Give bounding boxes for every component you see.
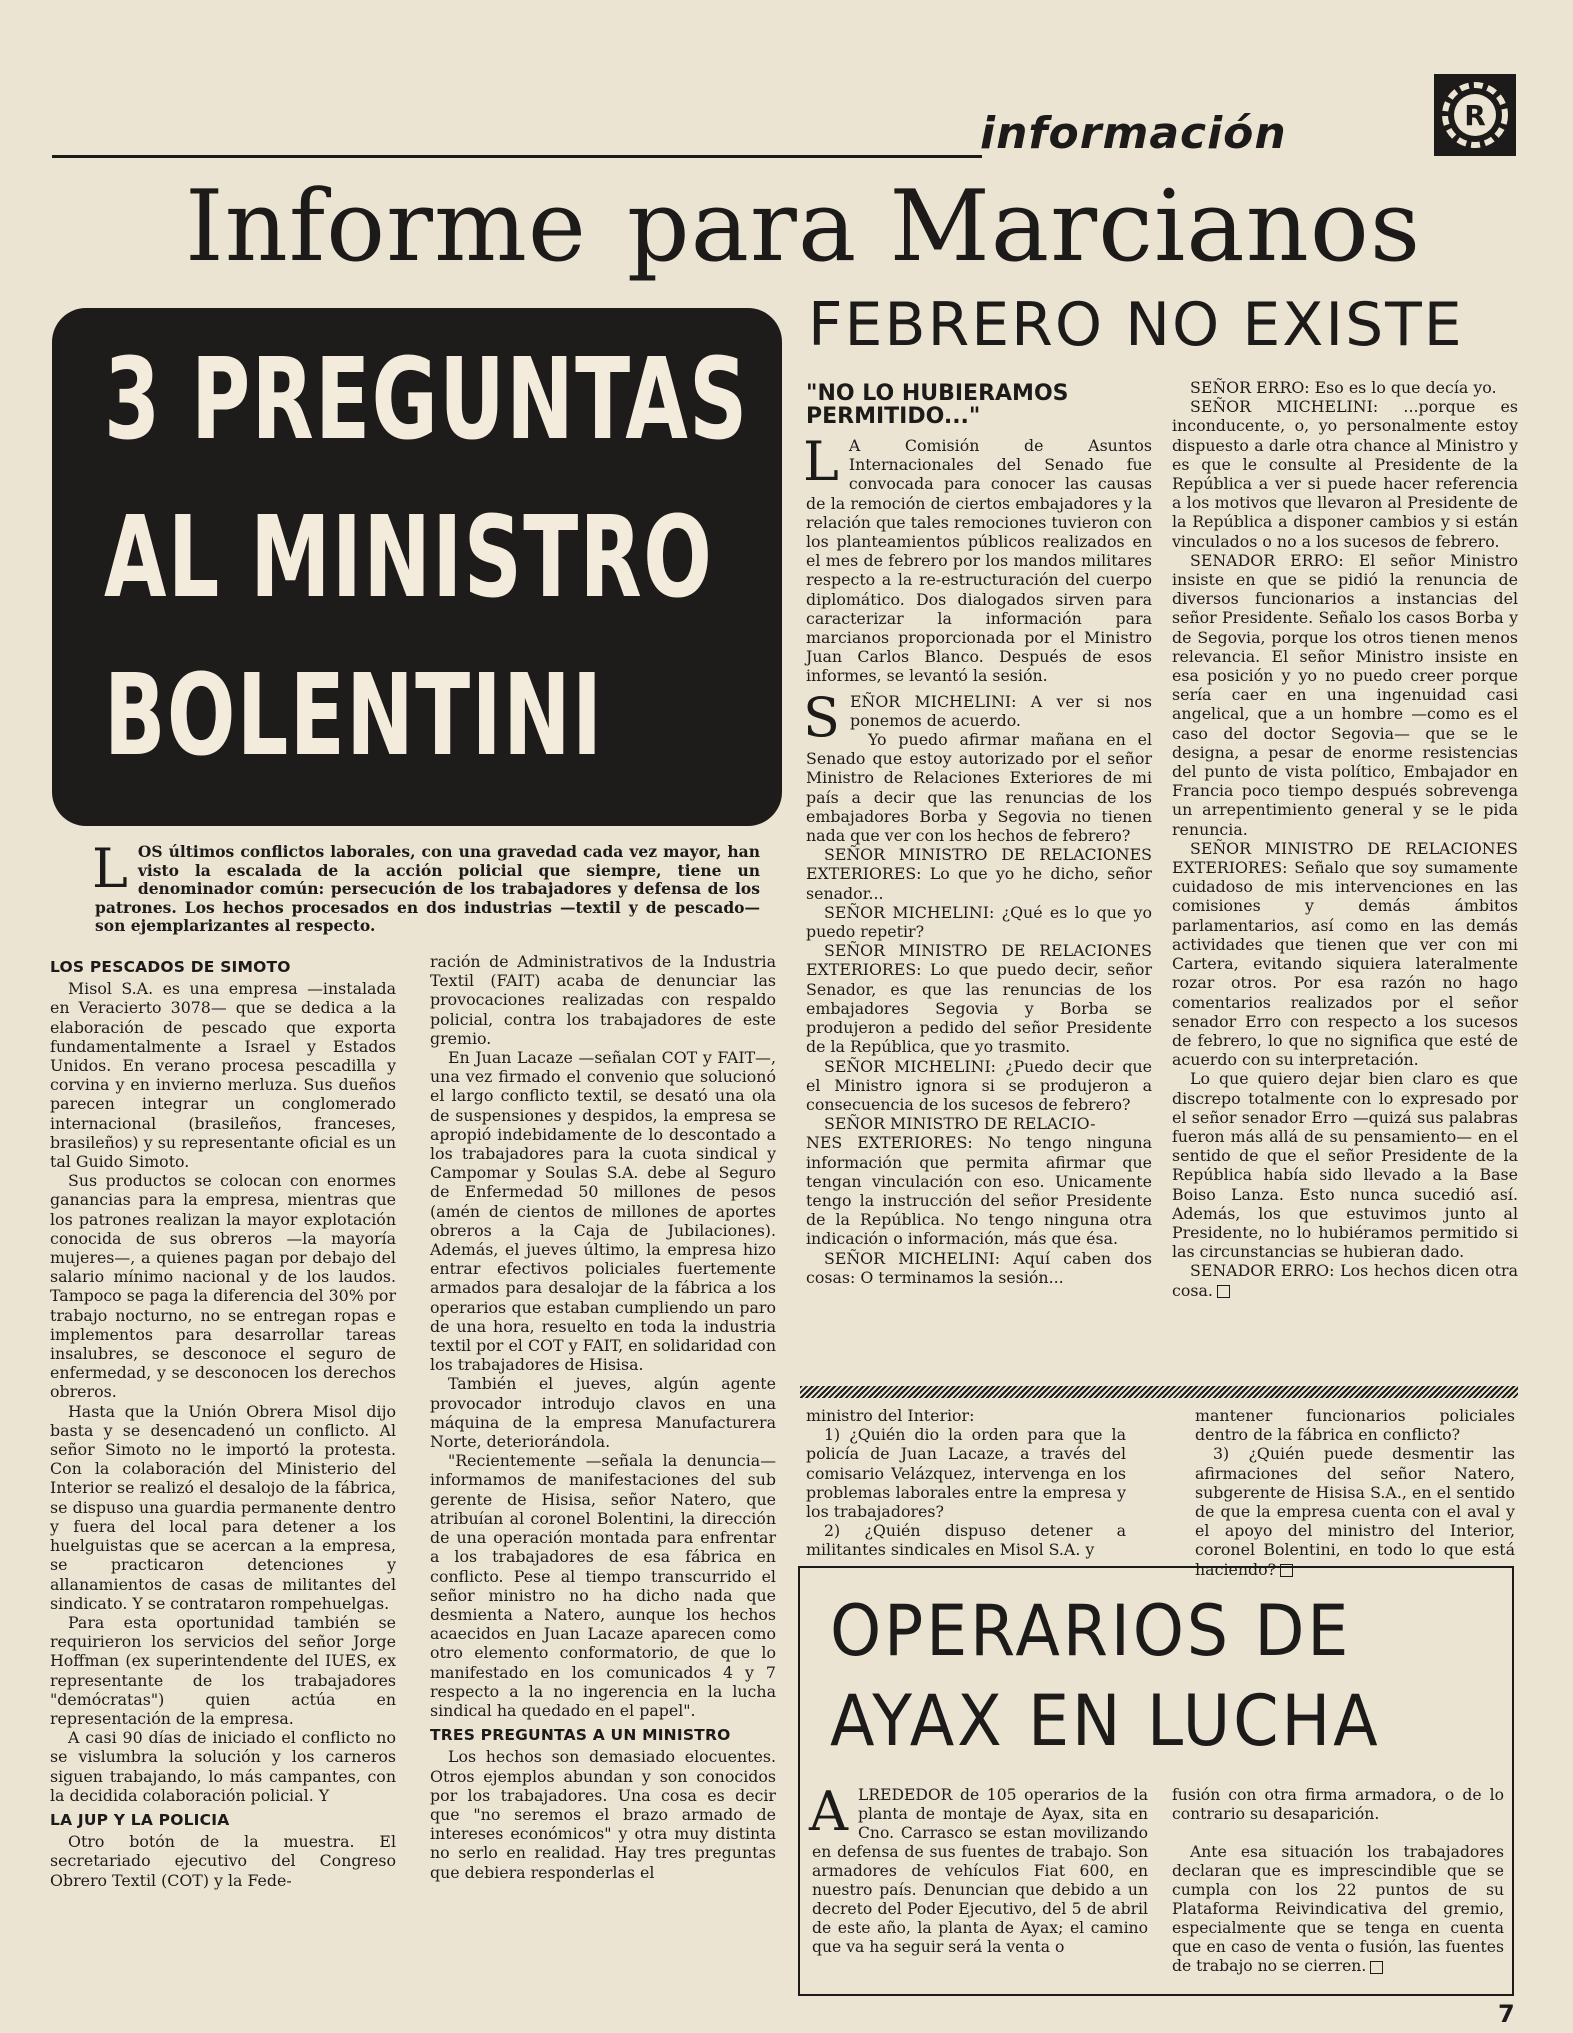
paragraph: fusión con otra firma armadora, o de lo contrario su desaparición. — [1172, 1786, 1504, 1823]
dialog-line: NES EXTERIORES: No tengo ninguna información que permita afirmar que tengan vinculación con eso. Unicamente tengo la instrucción del señor Presidente de la República. No tengo ninguna otra indicación o información, más que ésa. — [806, 1133, 1152, 1249]
paragraph: Los hechos son demasiado elocuentes. Otros ejemplos abundan y son conocidos por los trabajadores. Una cosa es decir que "no seremos el brazo armado de intereses económicos" y otra muy distinta no serlo en realidad. Hay tres preguntas que debiera responderlas el — [430, 1747, 776, 1882]
kicker-left: Informe — [185, 170, 587, 284]
question-3: 3) ¿Quién puede desmentir las afirmaciones del señor Natero, subgerente de Hisisa S.A., en el sentido de que la empresa cuenta con el aval y el apoyo del ministro del Interior, coronel Bolentini, en todo lo que está haciendo? — [1195, 1444, 1515, 1579]
paragraph: Otro botón de la muestra. El secretariado ejecutivo del Congreso Obrero Textil (COT) y la Fede- — [50, 1832, 396, 1890]
febrero-column-2 — [1172, 378, 1518, 1300]
question-1: 1) ¿Quién dio la orden para que la policía de Juan Lacaze, a través del comisario Velázquez, intervenga en los problemas laborales entre la empresa y los trabajadores? — [806, 1425, 1126, 1522]
dialog-line: SEÑOR MICHELINI: ...porque es inconducente, o, yo personalmente estoy dispuesto a darle otra chance al Ministro y es que le consulte al Presidente de la República a ver si puede hacer referencia a los motivos que llevaron al Presidente de la República a disponer cambios y si están vinculados o no a los sucesos de febrero. — [1172, 397, 1518, 551]
publication-logo-icon — [1432, 72, 1518, 158]
kicker-right: para Marcianos — [626, 170, 1422, 284]
dialog-line: SEÑOR MINISTRO DE RELACIONES EXTERIORES: Lo que yo he dicho, señor senador... — [806, 845, 1152, 903]
ayax-column-1 — [809, 1780, 1148, 1957]
ayax-title-line-1: OPERARIOS DE — [830, 1590, 1352, 1672]
dialog-line: SENADOR ERRO: El señor Ministro insiste en que se pidió la renuncia de diversos funcionarios a instancias del señor Presidente. Señalo los casos Borba y de Segovia, porque los otros tienen menos relevancia. El señor Ministro insiste en esa posición y yo no puedo creer porque sería caer en una ingenuidad casi angelical, que a un hombre —como es el caso del doctor Segovia— que se le designa, a pesar de enorme resistencias del punto de vista político, Embajador en Francia poco tiempo después sobrevenga un arrepentimiento general y se le pida renuncia. — [1172, 550, 1518, 839]
bolentini-column-1 — [50, 952, 396, 1890]
paragraph: Hasta que la Unión Obrera Misol dijo basta y se desencadenó un conflicto. Al señor Simoto no le importó la protesta. Con la colaboración del Ministerio del Interior se realizó el desalojo de la fábrica, se dispuso una guardia permanente dentro y fuera del local para detener a los huelguistas que se acercan a la empresa, se practicaron detenciones y allanamientos de casas de militantes del sindicato. Y se contrataron rompehuelgas. — [50, 1401, 396, 1613]
questions-column-1 — [806, 1406, 1126, 1560]
dialog-line: SEÑOR MICHELINI: Aquí caben dos cosas: O terminamos la sesión... — [806, 1248, 1152, 1287]
questions-column-2 — [1195, 1406, 1515, 1579]
paragraph: mantener funcionarios policiales dentro de la fábrica en conflicto? — [1195, 1406, 1515, 1445]
ayax-dropcap: A — [809, 1780, 848, 1843]
febrero-subhead: "NO LO HUBIERAMOS PERMITIDO..." — [806, 381, 1069, 429]
paragraph: ración de Administrativos de la Industria Textil (FAIT) acaba de denunciar las provocaciones realizadas con respaldo policial, contra los trabajadores de este gremio. — [430, 952, 776, 1048]
dialog-line: SENADOR ERRO: Los hechos dicen otra cosa. — [1172, 1261, 1518, 1300]
headline-line-2: AL MINISTRO — [104, 493, 714, 623]
ayax-lead: ALREDEDOR de 105 operarios de la planta de montaje de Ayax, sita en Cno. Carrasco se estan movilizando en defensa de sus fuentes de trabajo. Son armadores de vehículos Fiat 600, en nuestro país. Denuncian que debido a un decreto del Poder Ejecutivo, del 5 de abril de este año, la planta de Ayax; el camino que va ha seguir será la venta o — [809, 1780, 1148, 1956]
paragraph: "Recientemente —señala la denuncia— informamos de manifestaciones del sub gerente de Hisisa, señor Natero, que atribuían al coronel Bolentini, la dirección de una operación montada para enfrentar a los trabajadores de esa fábrica en conflicto. Pese al tiempo transcurrido el señor ministro no ha dicho nada que desmienta a Natero, aunque los hechos acaecidos en Juan Lacaze aparecen como otro elemento conformatorio, de que lo manifestado en los comunicados 4 y 7 respecto a la no ingerencia en la lucha sindical ha quedado en el papel". — [430, 1451, 776, 1720]
intro-text: OS últimos conflictos laborales, con una gravedad cada vez mayor, han visto la escalada de la acción policial que siempre, tiene un denominador común: persecución de los trabajadores y defensa de los patrones. Los hechos procesados en dos industrias —textil y de pescado— son ejemplarizantes al respecto. — [95, 842, 760, 935]
paragraph: Misol S.A. es una empresa —instalada en Veracierto 3078— que se dedica a la elaboración de pescado que exporta fundamentalmente a Israel y Estados Unidos. En verano procesa pescadilla y corvina y en invierno merluza. Sus dueños parecen integrar un conglomerado internacional (brasileños, franceses, brasileños) y su representante oficial es un tal Guido Simoto. — [50, 979, 396, 1172]
febrero-lead — [803, 430, 1153, 686]
paragraph: A casi 90 días de iniciado el conflicto no se vislumbra la solución y los carneros siguen trabajando, lo más campantes, con la decidida colaboración policial. Y — [50, 1728, 396, 1805]
subhead-jup-policia: LA JUP Y LA POLICIA — [50, 1810, 230, 1829]
lead-dropcap: L — [803, 430, 839, 493]
dialog-line: SEÑOR MINISTRO DE RELACIONES EXTERIORES: Señalo que soy sumamente cuidadoso de mis intervenciones en las comisiones y demás ámbitos parlamentarios, así como en las demás actividades que tienen que ver con mi Cartera, evitando siquiera lateralmente rozar otros. Por esa razón no hago comentarios realizados por el señor senador Erro con respecto a los sucesos de febrero, lo que no significa que esté de acuerdo con su interpretación. — [1172, 838, 1518, 1070]
page-number: 7 — [1498, 2000, 1515, 2028]
ayax-title-line-2: AYAX EN LUCHA — [830, 1680, 1381, 1762]
intro-dropcap: L — [92, 837, 128, 900]
dialog-line: Yo puedo afirmar mañana en el Senado que estoy autorizado por el señor Ministro de Relaciones Exteriores de mi país a decir que las renuncias de los embajadores Borba y Segovia no tienen nada que ver con los hechos de febrero? — [806, 730, 1152, 846]
dialog-line: Lo que quiero dejar bien claro es que discrepo totalmente con lo expresado por el señor senador Erro —quizá sus palabras fueron más allá de su pensamiento— en el sentido de que el señor Presidente de la República había sido llevado a la Base Boiso Lanza. Esto nunca sucedió así. Además, los que estuvimos junto al Presidente, no lo hubiéramos permitido si las circunstancias se hubieran dado. — [1172, 1069, 1518, 1262]
header-rule — [52, 155, 982, 158]
dialog-line: SEÑOR ERRO: Eso es lo que decía yo. — [1190, 378, 1497, 397]
paragraph: También el jueves, algún agente provocador introdujo clavos en una máquina de la empresa Manufacturera Norte, deteriorándola. — [430, 1374, 776, 1452]
dialog-line: SEÑOR MICHELINI: ¿Qué es lo que yo puedo repetir? — [806, 902, 1152, 942]
headline-line-1: 3 PREGUNTAS — [104, 335, 749, 465]
paragraph: En Juan Lacaze —señalan COT y FAIT—, una vez firmado el convenio que solucionó el largo conflicto textil, se desató una ola de suspensiones y despidos, la empresa se apropió indebidamente de lo descontado a los trabajadores para la cuota sindical y Campomar y Soulas S.A. debe al Seguro de Enfermedad 50 millones de pesos (amén de cientos de millones de aportes obreros a la Caja de Jubilaciones). Además, el jueves último, la empresa hizo entrar efectivos policiales fuertemente armados para desalojar de la fábrica a los operarios que estaban cumpliendo un paro de una hora, resuelto en toda la industria textil por el COT y FAIT, en solidaridad con los trabajadores de Hisisa. — [430, 1048, 776, 1375]
paragraph: Sus productos se colocan con enormes ganancias para la empresa, mientras que los patrones realizan la mayor explotación conocida de sus obreros —la mayoría mujeres—, a quienes pagan por debajo del salario mínimo nacional y de los laudos. Tampoco se paga la diferencia del 30% por trabajo nocturno, no se entregan ropas e implementos para desarrollar tareas insalubres, se desconoce el seguro de enfermedad, y se desconocen los derechos obreros. — [50, 1171, 396, 1402]
section-label: información — [980, 108, 1287, 159]
page-kicker-headline — [185, 170, 1421, 284]
dialog-line: SEÑOR MINISTRO DE RELACIONES EXTERIORES: Lo que puedo decir, señor Senador, es que las renuncias de los embajadores Segovia y Borba se produjeron a pedido del señor Presidente de la República, que yo trasmito. — [806, 941, 1152, 1057]
separator-hatch — [800, 1386, 1518, 1398]
ayax-column-2 — [1172, 1786, 1504, 1976]
lead-text: A Comisión de Asuntos Internacionales del Senado fue convocada para conocer las causas de la remoción de ciertos embajadores y la relación que tales remociones tuvieron con los planteamientos públicos realizados en el mes de febrero por los mandos militares respecto a la re-estructuración del cuerpo diplomático. Dos dialogados sirven para caracterizar la información para marcianos proporcionada por el Ministro Juan Carlos Blanco. Después de esos informes, se levantó la sesión. — [806, 436, 1153, 686]
bolentini-column-2 — [430, 952, 776, 1882]
dialog-line: SEÑOR MICHELINI: ¿Puedo decir que el Ministro ignora si se produjeron a consecuencia de los sucesos de febrero? — [806, 1056, 1152, 1114]
febrero-title: FEBRERO NO EXISTE — [808, 290, 1464, 360]
paragraph: Para esta oportunidad también se requirieron los servicios del señor Jorge Hoffman (ex superintendente del IUES, ex representante de los trabajadores "demócratas") quien actúa en representación de la empresa. — [50, 1612, 396, 1728]
paragraph: ministro del Interior: — [806, 1406, 975, 1425]
subhead-tres-preguntas: TRES PREGUNTAS A UN MINISTRO — [430, 1726, 731, 1745]
question-2: 2) ¿Quién dispuso detener a militantes sindicales en Misol S.A. y — [806, 1521, 1126, 1560]
bolentini-intro — [92, 837, 760, 936]
paragraph: Ante esa situación los trabajadores declaran que es imprescindible que se cumpla con los 22 puntos de su Plataforma Reivindicativa del gremio, especialmente que se tenga en cuenta que en caso de venta o fusión, las fuentes de trabajo no se cierren. — [1172, 1843, 1504, 1975]
dialog-line: SEÑOR MICHELINI: A ver si nos ponemos de acuerdo. — [803, 685, 1152, 749]
logo-letter: R — [1464, 99, 1486, 132]
headline-line-3: BOLENTINI — [104, 651, 604, 781]
bolentini-headline-box — [52, 308, 782, 826]
end-mark-icon — [1217, 1285, 1230, 1298]
febrero-column-1 — [803, 430, 1153, 1287]
end-mark-icon — [1370, 1961, 1383, 1974]
dialog-line: SEÑOR MINISTRO DE RELACIO- — [824, 1114, 1096, 1134]
subhead-pescados: LOS PESCADOS DE SIMOTO — [50, 958, 291, 976]
dialog-dropcap: S — [803, 685, 840, 749]
